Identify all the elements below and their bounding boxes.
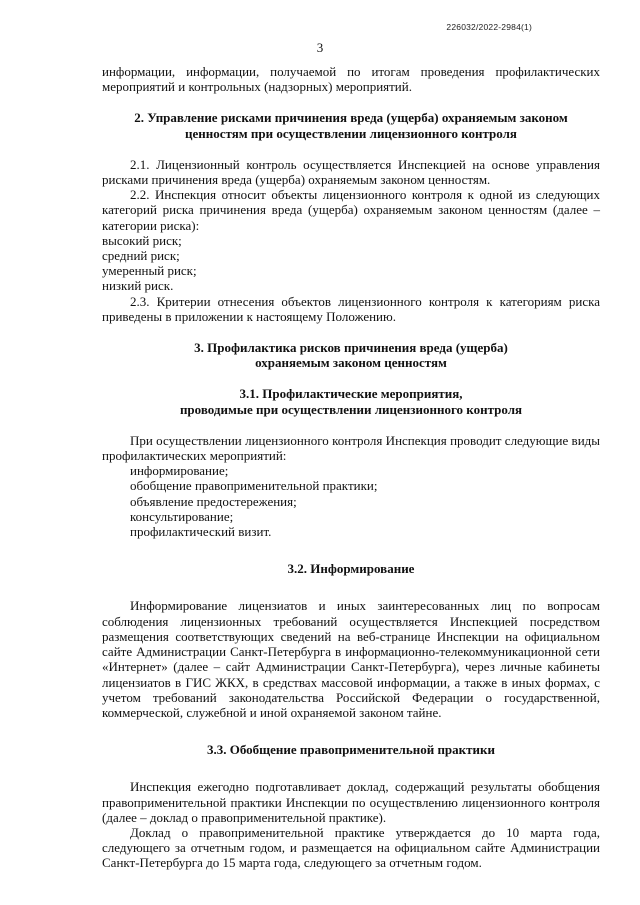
paragraph-3-3-b: Доклад о правоприменительной практике утверждается до 10 марта года, следующего за отчетным годом, и размещается на официальном сайте Администрации Санкт-Петербурга до 15 марта года, следующего за отчетным годом. (102, 824, 600, 871)
paragraph-2-1: 2.1. Лицензионный контроль осуществляется Инспекцией на основе управления рисками причинения вреда (ущерба) охраняемым законом ценностям. (102, 156, 600, 188)
subsection-3-1-heading (102, 386, 600, 416)
risk-item: низкий риск. (102, 278, 174, 294)
measure-item: информирование; (130, 463, 229, 479)
section-3-title-line2: охраняемым законом ценностям (255, 355, 447, 371)
section-2-title-line2: ценностям при осуществлении лицензионного контроля (185, 125, 517, 141)
paragraph-3-2: Информирование лицензиатов и иных заинтересованных лиц по вопросам соблюдения лицензионных требований осуществляется Инспекцией посредством размещения соответствующих сведений на веб-странице Инспекции на официальном сайте Администрации Санкт-Петербурга в информационно-телекоммуникационной сети «Интернет» (далее – сайт Администрации Санкт-Петербурга), через личные кабинеты лицензиатов в ГИС ЖКХ, в средствах массовой информации, а также в иных формах, с учетом требований законодательства Российской Федерации о государственной, коммерческой, служебной и иной охраняемой законом тайне. (102, 598, 600, 720)
page-number: 3 (316, 40, 324, 55)
risk-item: средний риск; (102, 248, 180, 264)
risk-item: высокий риск; (102, 232, 182, 248)
paragraph-3-3-a: Инспекция ежегодно подготавливает доклад, содержащий результаты обобщения правоприменительной практики Инспекции по осуществлению лицензионного контроля (далее – доклад о правоприменительной практике). (102, 779, 600, 825)
section-3-title-line1: 3. Профилактика рисков причинения вреда (ущерба) (194, 340, 508, 356)
risk-item: умеренный риск; (102, 263, 197, 279)
section-3-heading (102, 340, 600, 370)
paragraph-3-1: При осуществлении лицензионного контроля Инспекция проводит следующие виды профилактических мероприятий: (102, 432, 600, 464)
paragraph-2-3: 2.3. Критерии отнесения объектов лицензионного контроля к категориям риска приведены в приложении к настоящему Положению. (102, 293, 600, 324)
intro-paragraph: информации, информации, получаемой по итогам проведения профилактических мероприятий и контрольных (надзорных) мероприятий. (102, 64, 600, 95)
prevention-measures-list (102, 463, 600, 539)
section-2-title-line1: 2. Управление рисками причинения вреда (ущерба) охраняемым законом (134, 110, 568, 126)
section-2-heading (102, 110, 600, 140)
measure-item: консультирование; (130, 508, 234, 524)
document-body (102, 64, 600, 871)
subsection-3-1-title-line1: 3.1. Профилактические мероприятия, (239, 386, 463, 402)
subsection-3-3-title: 3.3. Обобщение правоприменительной практики (206, 742, 496, 758)
measure-item: объявление предостережения; (130, 493, 297, 509)
risk-category-list (102, 233, 600, 294)
subsection-3-1-title-line2: проводимые при осуществлении лицензионного контроля (179, 401, 523, 417)
measure-item: обобщение правоприменительной практики; (130, 478, 378, 494)
document-id: 226032/2022-2984(1) (446, 22, 532, 32)
subsection-3-2-title: 3.2. Информирование (287, 561, 415, 577)
measure-item: профилактический визит. (130, 524, 272, 540)
paragraph-2-2: 2.2. Инспекция относит объекты лицензионного контроля к одной из следующих категорий риска причинения вреда (ущерба) охраняемым законом ценностям (далее – категории риска): (102, 187, 600, 233)
